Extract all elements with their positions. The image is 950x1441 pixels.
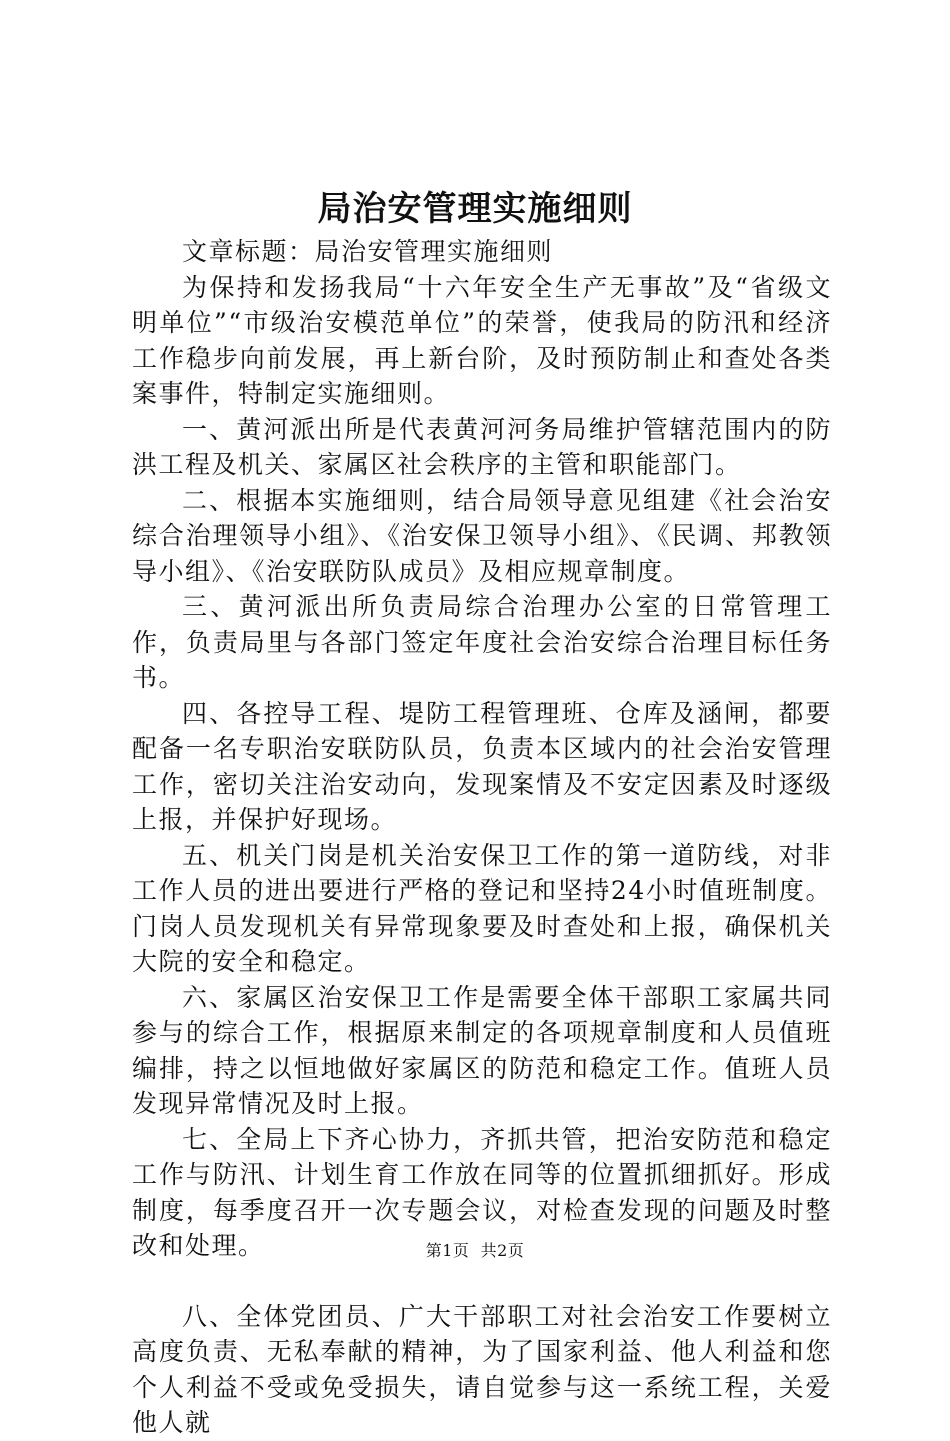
clause-8: 八、全体党团员、广大干部职工对社会治安工作要树立高度负责、无私奉献的精神，为了国家利益、他人利益和您个人利益不受或免受损失，请自觉参与这一系统工程，关爱他人就 <box>132 1301 832 1437</box>
intro-paragraph: 为保持和发扬我局“十六年安全生产无事故”及“省级文明单位”“市级治安模范单位”的荣誉，使我局的防汛和经济工作稳步向前发展，再上新台阶，及时预防制止和查处各类案事件，特制定实施细则。 <box>132 272 832 408</box>
article-title-line: 文章标题：局治安管理实施细则 <box>182 237 554 266</box>
page-title: 局治安管理实施细则 <box>317 189 633 229</box>
clause-7: 七、全局上下齐心协力，齐抓共管，把治安防范和稳定工作与防汛、计划生育工作放在同等的位置抓细抓好。形成制度，每季度召开一次专题会议，对检查发现的问题及时整改和处理。 <box>132 1124 832 1260</box>
clause-5: 五、机关门岗是机关治安保卫工作的第一道防线，对非工作人员的进出要进行严格的登记和坚持24小时值班制度。门岗人员发现机关有异常现象要及时查处和上报，确保机关大院的安全和稳定。 <box>132 840 832 976</box>
page-number-label: 第1页 共2页 <box>425 1241 525 1260</box>
clause-4: 四、各控导工程、堤防工程管理班、仓库及涵闸，都要配备一名专职治安联防队员，负责本区域内的社会治安管理工作，密切关注治安动向，发现案情及不安定因素及时逐级上报，并保护好现场。 <box>132 698 832 834</box>
page-footer <box>0 1240 950 1262</box>
clause-2: 二、根据本实施细则，结合局领导意见组建《社会治安综合治理领导小组》、《治安保卫领导小组》、《民调、邦教领导小组》、《治安联防队成员》及相应规章制度。 <box>132 485 832 586</box>
clause-3: 三、黄河派出所负责局综合治理办公室的日常管理工作，负责局里与各部门签定年度社会治安综合治理目标任务书。 <box>132 592 832 692</box>
clause-6: 六、家属区治安保卫工作是需要全体干部职工家属共同参与的综合工作，根据原来制定的各项规章制度和人员值班编排，持之以恒地做好家属区的防范和稳定工作。值班人员发现异常情况及时上报。 <box>132 982 832 1118</box>
clause-1: 一、黄河派出所是代表黄河河务局维护管辖范围内的防洪工程及机关、家属区社会秩序的主管和职能部门。 <box>132 414 832 479</box>
